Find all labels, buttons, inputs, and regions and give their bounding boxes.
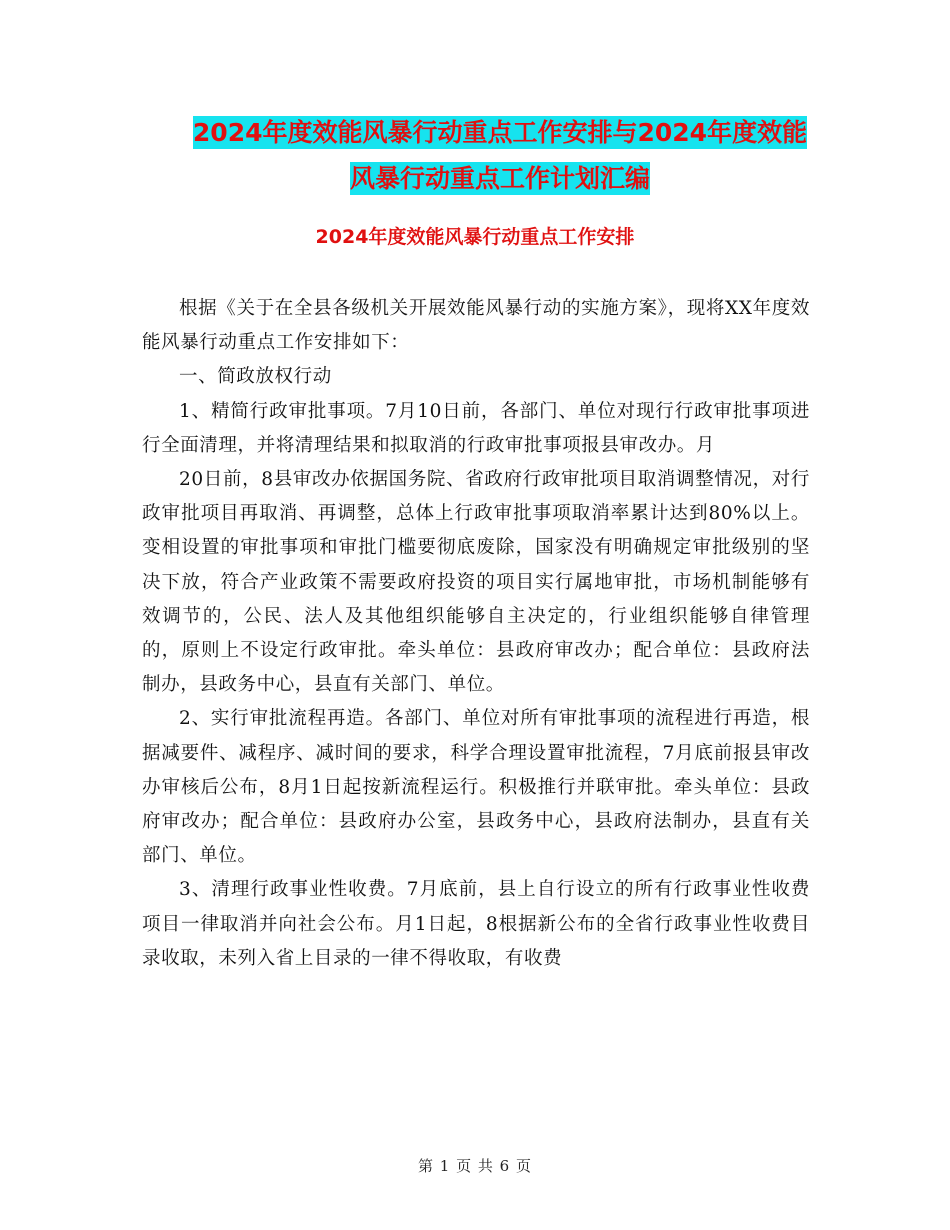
document-title-line2: 风暴行动重点工作计划汇编 — [349, 164, 650, 193]
paragraph: 一、简政放权行动 — [179, 366, 332, 388]
document-body — [142, 292, 810, 976]
paragraph: 2、实行审批流程再造。各部门、单位对所有审批事项的流程进行再造，根据减要件、减程序、减时间的要求，科学合理设置审批流程，7月底前报县审改办审核后公布，8月1日起按新流程运行。积极推行并联审批。牵头单位：县政府审改办；配合单位：县政府办公室，县政务中心，县政府法制办，县直有关部门、单位。 — [142, 708, 810, 867]
paragraph: 20日前，8县审改办依据国务院、省政府行政审批项目取消调整情况，对行政审批项目再取消、再调整，总体上行政审批事项取消率累计达到80%以上。变相设置的审批事项和审批门槛要彻底废除，国家没有明确规定审批级别的坚决下放，符合产业政策不需要政府投资的项目实行属地审批，市场机制能够有效调节的，公民、法人及其他组织能够自主决定的，行业组织能够自律管理的，原则上不设定行政审批。牵头单位：县政府审改办；配合单位：县政府法制办，县政务中心，县直有关部门、单位。 — [142, 469, 810, 696]
document-title-line1: 2024年度效能风暴行动重点工作安排与2024年度效能 — [192, 118, 808, 147]
section-title: 2024年度效能风暴行动重点工作安排 — [315, 226, 635, 248]
page-footer: 第 1 页 共 6 页 — [418, 1157, 532, 1175]
paragraph: 根据《关于在全县各级机关开展效能风暴行动的实施方案》，现将XX年度效能风暴行动重点工作安排如下： — [142, 298, 810, 354]
paragraph: 3、清理行政事业性收费。7月底前，县上自行设立的所有行政事业性收费项目一律取消并向社会公布。月1日起，8根据新公布的全省行政事业性收费目录收取，未列入省上目录的一律不得收取，有收费 — [142, 879, 810, 969]
paragraph: 1、精简行政审批事项。7月10日前，各部门、单位对现行行政审批事项进行全面清理，并将清理结果和拟取消的行政审批事项报县审改办。月 — [142, 400, 810, 456]
document-title — [120, 110, 880, 202]
